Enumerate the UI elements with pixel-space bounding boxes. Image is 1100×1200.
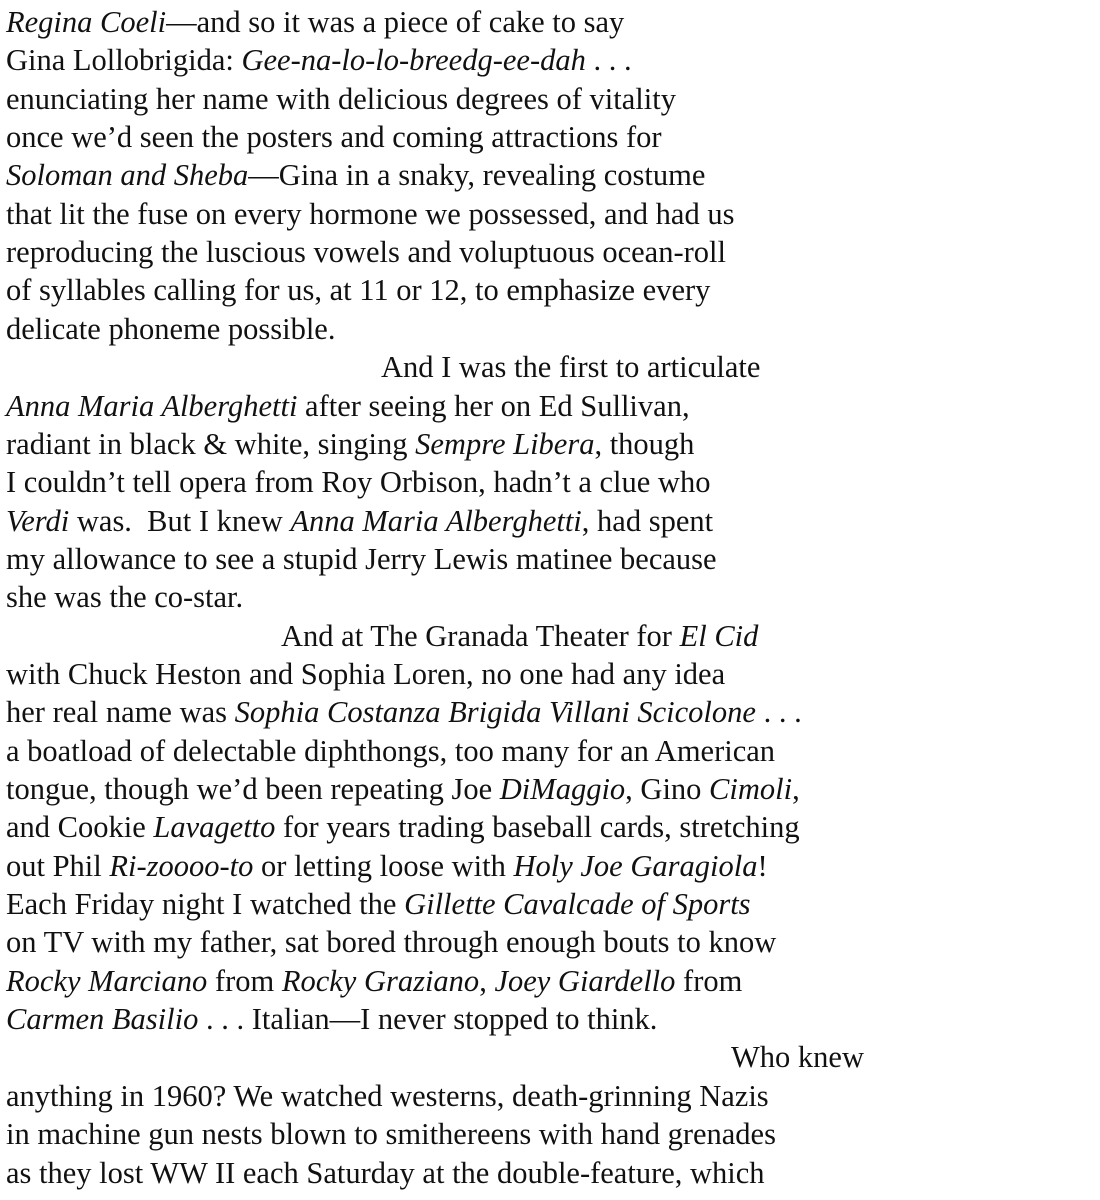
poem-line: [6, 195, 734, 233]
italic-text: Sempre Libera: [415, 426, 595, 461]
text-run: and Cookie: [6, 810, 154, 845]
poem-line: [731, 1038, 864, 1076]
poem-line: [6, 156, 705, 194]
poem-line: [6, 310, 335, 348]
text-run: her real name was: [6, 695, 235, 730]
poem-line: [6, 118, 662, 156]
text-run: of syllables calling for us, at 11 or 12, to emphasize every: [6, 273, 711, 308]
italic-text: Sophia Costanza Brigida Villani Scicolone: [234, 695, 756, 730]
italic-text: Anna Maria Alberghetti: [6, 388, 298, 423]
text-run: anything in 1960? We watched westerns, death-grinning Nazis: [6, 1078, 769, 1113]
poem-line: [6, 3, 624, 41]
text-run: with Chuck Heston and Sophia Loren, no one had any idea: [6, 656, 726, 691]
italic-text: Gee-na-lo-lo-breedg-ee-dah: [241, 43, 586, 78]
poem-line: [6, 540, 717, 578]
text-run: in machine gun nests blown to smithereens with hand grenades: [6, 1117, 776, 1152]
text-run: Each Friday night I watched the: [6, 887, 405, 922]
text-run: she was the co-star.: [6, 580, 244, 615]
text-run: ,: [479, 963, 495, 998]
text-run: , had spent: [581, 503, 714, 538]
poem-line: [6, 233, 726, 271]
text-run: Gina Lollobrigida:: [6, 43, 242, 78]
poem-line: [6, 1115, 776, 1153]
poem-line: [6, 80, 676, 118]
text-run: was. But I knew: [69, 503, 291, 538]
poem-line: [6, 578, 243, 616]
poem-line: [6, 962, 742, 1000]
text-run: , Gino: [625, 772, 710, 806]
italic-text: Joey Giardello: [494, 963, 676, 998]
text-run: out Phil: [6, 848, 110, 883]
italic-text: DiMaggio: [499, 772, 626, 806]
text-run: I couldn’t tell opera from Roy Orbison, hadn’t a clue who: [6, 465, 711, 500]
poem-line: [6, 770, 800, 808]
italic-text: Rocky Marciano: [6, 963, 208, 998]
text-run: —and so it was a piece of cake to say: [166, 5, 625, 39]
text-run: ,: [792, 772, 800, 806]
text-run: from: [207, 963, 282, 998]
italic-text: Rocky Graziano: [281, 963, 480, 998]
text-run: a boatload of delectable diphthongs, too many for an American: [6, 733, 776, 768]
text-run: delicate phoneme possible.: [6, 311, 336, 346]
poem-line: [6, 1000, 657, 1038]
italic-text: Verdi: [6, 503, 70, 538]
text-run: my allowance to see a stupid Jerry Lewis matinee because: [6, 541, 717, 576]
poem-line: [6, 1154, 765, 1192]
text-run: once we’d seen the posters and coming attractions for: [6, 120, 662, 155]
poem-line: [6, 923, 776, 961]
poem-line: [6, 41, 632, 79]
text-run: Who knew: [731, 1040, 864, 1075]
italic-text: Ri-zoooo-to: [109, 848, 254, 883]
text-run: reproducing the luscious vowels and voluptuous ocean-roll: [6, 235, 726, 270]
poem-line: [6, 885, 751, 923]
text-run: —Gina in a snaky, revealing costume: [248, 158, 706, 193]
poem-line: [381, 348, 760, 386]
text-run: . . .: [585, 43, 632, 78]
text-run: And I was the first to articulate: [381, 350, 761, 385]
italic-text: El Cid: [679, 618, 759, 653]
text-run: that lit the fuse on every hormone we possessed, and had us: [6, 196, 735, 231]
text-run: for years trading baseball cards, stretching: [275, 810, 800, 845]
italic-text: Anna Maria Alberghetti: [290, 503, 582, 538]
poem-line: [6, 387, 690, 425]
poem-line: [6, 463, 710, 501]
text-run: on TV with my father, sat bored through enough bouts to know: [6, 925, 777, 960]
poem-line: [6, 732, 775, 770]
poem-line: [6, 655, 725, 693]
text-run: from: [675, 963, 743, 998]
italic-text: Holy Joe Garagiola: [513, 848, 758, 883]
text-run: or letting loose with: [253, 848, 514, 883]
italic-text: Gillette Cavalcade of Sports: [404, 887, 751, 922]
poem-line: [6, 847, 768, 885]
text-run: enunciating her name with delicious degrees of vitality: [6, 81, 676, 116]
text-run: . . . Italian—I never stopped to think.: [198, 1002, 658, 1037]
text-run: , though: [594, 426, 695, 461]
text-run: radiant in black & white, singing: [6, 426, 416, 461]
poem-line: [6, 808, 800, 846]
italic-text: Regina Coeli: [6, 5, 167, 39]
text-run: after seeing her on Ed Sullivan,: [297, 388, 690, 423]
text-run: tongue, though we’d been repeating Joe: [6, 772, 500, 806]
text-run: !: [757, 848, 768, 883]
italic-text: Lavagetto: [153, 810, 276, 845]
poem-line: [6, 271, 710, 309]
poem-line: [6, 502, 713, 540]
text-run: And at The Granada Theater for: [281, 618, 680, 653]
italic-text: Carmen Basilio: [6, 1002, 199, 1037]
poem-line: [6, 693, 802, 731]
text-run: as they lost WW II each Saturday at the double-feature, which: [6, 1155, 765, 1190]
italic-text: Soloman and Sheba: [6, 158, 249, 193]
italic-text: Cimoli: [709, 772, 793, 806]
text-run: . . .: [755, 695, 802, 730]
poem-line: [6, 425, 694, 463]
poem-line: [281, 617, 758, 655]
poem-line: [6, 1077, 769, 1115]
